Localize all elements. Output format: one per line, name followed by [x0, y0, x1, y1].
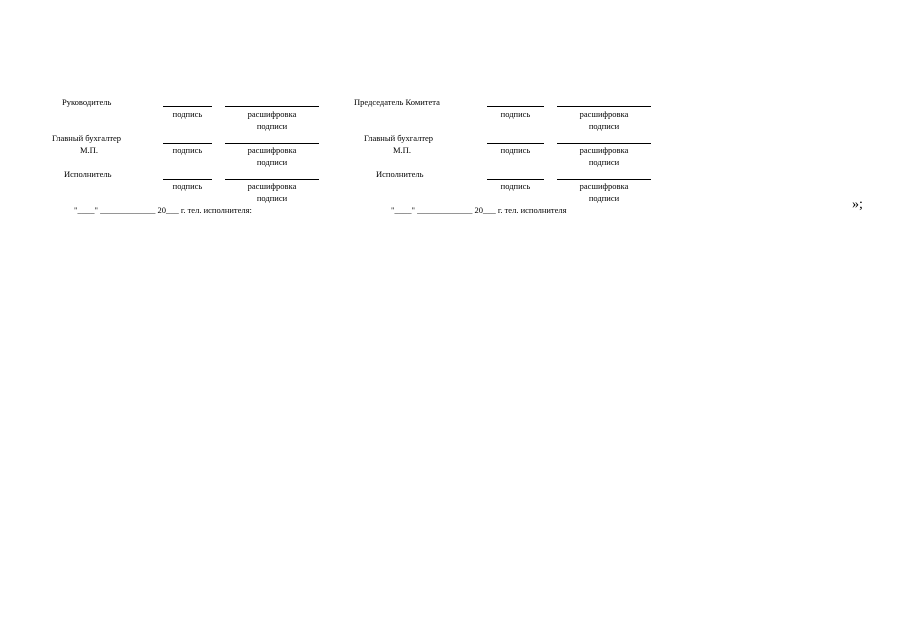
left-stamp-label: М.П.	[80, 145, 98, 155]
left-accountant-signature-line	[163, 143, 212, 144]
left-executor-label: Исполнитель	[64, 169, 112, 179]
right-executor-decoding-caption-2: подписи	[588, 193, 620, 203]
left-date-phone-line: "____" _____________ 20___ г. тел. исполнителя:	[74, 205, 252, 215]
left-executor-signature-caption: подпись	[172, 181, 203, 191]
left-accountant-signature-caption: подпись	[172, 145, 203, 155]
right-head-decoding-line	[557, 106, 651, 107]
right-head-decoding-caption-2: подписи	[588, 121, 620, 131]
right-executor-decoding-line	[557, 179, 651, 180]
right-head-signature-caption: подпись	[500, 109, 531, 119]
right-accountant-decoding-caption: расшифровка	[579, 145, 629, 155]
left-executor-signature-line	[163, 179, 212, 180]
left-head-decoding-line	[225, 106, 319, 107]
right-date-phone-line: "____" _____________ 20___ г. тел. исполнителя	[391, 205, 567, 215]
right-head-decoding-caption: расшифровка	[579, 109, 629, 119]
left-head-decoding-caption-2: подписи	[256, 121, 288, 131]
right-accountant-decoding-line	[557, 143, 651, 144]
right-executor-signature-line	[487, 179, 544, 180]
right-executor-label: Исполнитель	[376, 169, 424, 179]
left-accountant-decoding-caption: расшифровка	[247, 145, 297, 155]
left-executor-decoding-line	[225, 179, 319, 180]
left-head-signature-caption: подпись	[172, 109, 203, 119]
left-accountant-decoding-caption-2: подписи	[256, 157, 288, 167]
left-executor-decoding-caption: расшифровка	[247, 181, 297, 191]
right-head-signature-line	[487, 106, 544, 107]
right-accountant-signature-line	[487, 143, 544, 144]
left-accountant-decoding-line	[225, 143, 319, 144]
right-accountant-signature-caption: подпись	[500, 145, 531, 155]
right-executor-decoding-caption: расшифровка	[579, 181, 629, 191]
right-head-label: Председатель Комитета	[354, 97, 440, 107]
right-accountant-decoding-caption-2: подписи	[588, 157, 620, 167]
left-head-signature-line	[163, 106, 212, 107]
right-stamp-label: М.П.	[393, 145, 411, 155]
left-chief-accountant-label: Главный бухгалтер	[52, 133, 122, 143]
left-head-label: Руководитель	[62, 97, 112, 107]
left-executor-decoding-caption-2: подписи	[256, 193, 288, 203]
right-chief-accountant-label: Главный бухгалтер	[364, 133, 434, 143]
right-executor-signature-caption: подпись	[500, 181, 531, 191]
closing-quote-mark: »;	[852, 197, 863, 212]
left-head-decoding-caption: расшифровка	[247, 109, 297, 119]
